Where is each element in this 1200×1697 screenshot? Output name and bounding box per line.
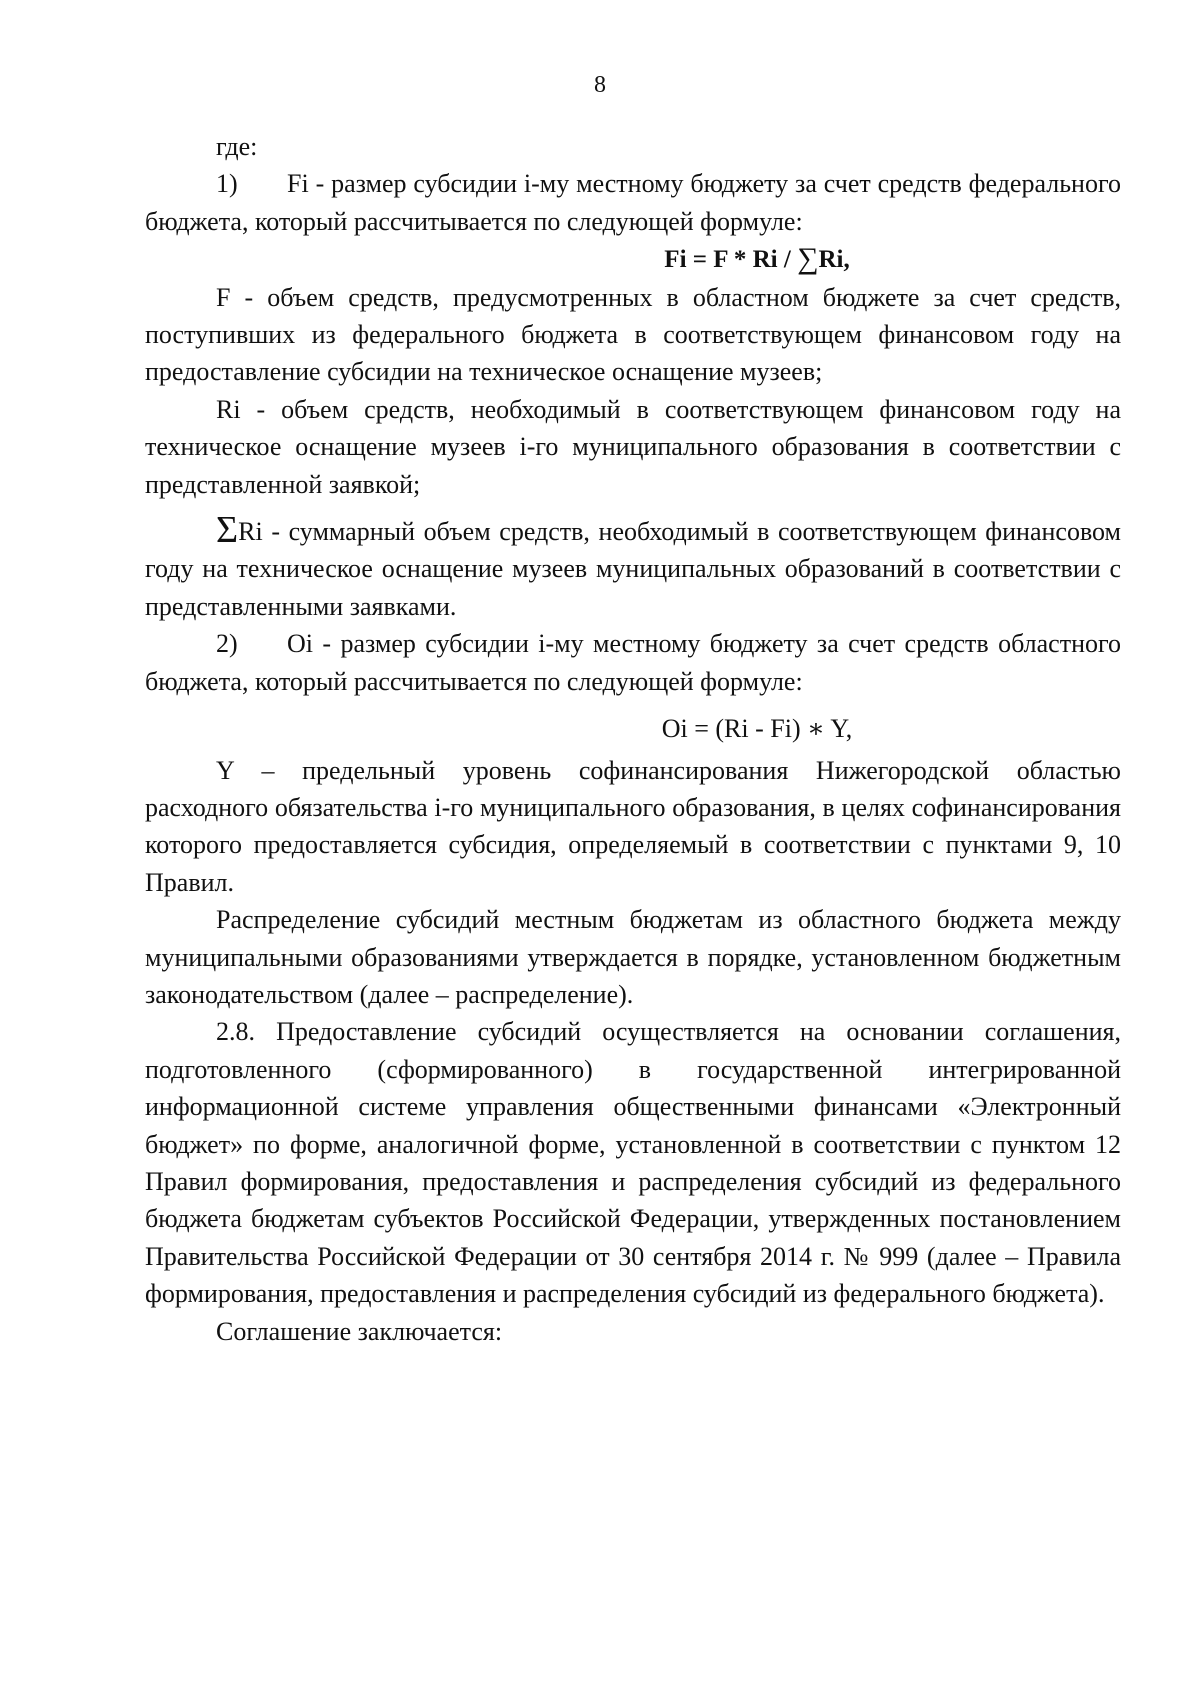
sum-sign-icon: ∑ bbox=[797, 242, 819, 276]
formula-oi: Oi = (Ri - Fi) ∗ Y, bbox=[661, 714, 853, 744]
formula-fi-left: Fi = F * Ri / bbox=[664, 246, 798, 274]
agreement-paragraph: Соглашение заключается: bbox=[216, 1316, 503, 1346]
definition-ri: Ri - объем средств, необходимый в соответствующем финансовом году на техническое оснащение музеев i-го муниципального образования в соответствии с представленной заявкой; bbox=[145, 394, 1121, 499]
definition-y: Y – предельный уровень софинансирования Нижегородской областью расходного обязательства i-го муниципального образования, в целях софинансирования которого предоставляется субсидия, определяемый в соответствии с пунктами 9, 10 Правил. bbox=[145, 755, 1121, 897]
section-2-8-paragraph: 2.8. Предоставление субсидий осуществляется на основании соглашения, подготовленного (сформированного) в государственной интегрированной информационной системе управления общественными финансами «Электронный бюджет» по форме, аналогичной форме, установленной в соответствии с пунктом 12 Правил формирования, предоставления и распределения субсидий из федерального бюджета бюджетам субъектов Российской Федерации, утвержденных постановлением Правительства Российской Федерации от 30 сентября 2014 г. № 999 (далее – Правила формирования, предоставления и распределения субсидий из федерального бюджета). bbox=[145, 1017, 1121, 1309]
item-2-paragraph bbox=[145, 625, 1121, 700]
document-body bbox=[145, 128, 1121, 1350]
formula-fi bbox=[145, 240, 1121, 278]
definition-sum-ri bbox=[145, 509, 1121, 625]
item-1-text: Fi - размер субсидии i-му местному бюджету за счет средств федерального бюджета, который рассчитывается по следующей формуле: bbox=[145, 169, 1121, 236]
item-1-paragraph bbox=[145, 165, 1121, 240]
formula-fi-right: Ri, bbox=[818, 246, 850, 274]
where-label: где: bbox=[216, 132, 258, 161]
definition-sum-ri-text: Ri - суммарный объем средств, необходимый в соответствующем финансовом году на техническое оснащение музеев муниципальных образований в соответствии с представленными заявками. bbox=[145, 517, 1121, 621]
item-2-text: Oi - размер субсидии i-му местному бюджету за счет средств областного бюджета, который рассчитывается по следующей формуле: bbox=[145, 629, 1121, 696]
sigma-icon: Σ bbox=[216, 509, 239, 552]
page-number: 8 bbox=[594, 72, 606, 98]
item-1-number: 1) bbox=[216, 169, 238, 199]
distribution-paragraph: Распределение субсидий местным бюджетам из областного бюджета между муниципальными образованиями утверждается в порядке, установленном бюджетным законодательством (далее – распределение). bbox=[145, 905, 1121, 1009]
item-2-number: 2) bbox=[216, 629, 238, 659]
definition-f: F - объем средств, предусмотренных в областном бюджете за счет средств, поступивших из федерального бюджета в соответствующем финансовом году на предоставление субсидии на техническое оснащение музеев; bbox=[145, 282, 1121, 387]
